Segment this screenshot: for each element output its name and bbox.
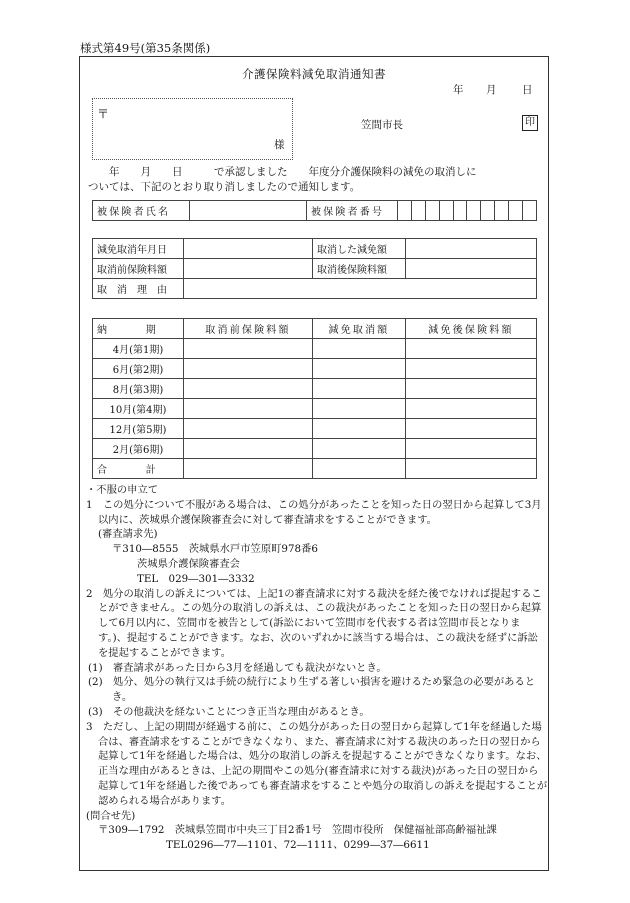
contact-address: 〒309―1792 茨城県笠間市中央三丁目2番1号 笠間市役所 保健福祉部高齢福祉課 — [98, 824, 497, 837]
header-premium-after: 減免後保険料額 — [406, 319, 537, 339]
header-premium-before: 取消前保険料額 — [184, 319, 313, 339]
table-cell — [313, 419, 406, 439]
insured-number-label: 被保険者番号 — [306, 201, 397, 221]
table-cell — [184, 339, 313, 359]
table-row — [93, 339, 537, 359]
table-cell — [313, 359, 406, 379]
cancel-date-label: 減免取消年月日 — [93, 239, 184, 259]
appeal-item-2: (2) 処分、処分の執行又は手続の続行により生ずる著しい損害を避けるため緊急の必要があるとき。 — [88, 676, 536, 704]
contact-tel: TEL0296―77―1101、72―1111、0299―37―6611 — [166, 839, 430, 852]
insured-number-digit — [397, 201, 411, 221]
cancel-reason-value — [184, 279, 537, 299]
table-row — [93, 379, 537, 399]
insured-number-digit — [439, 201, 453, 221]
installment-table — [92, 318, 537, 479]
issuer-name: 笠間市長 — [361, 119, 403, 131]
cancelled-reduction-value — [406, 239, 537, 259]
premium-before-label: 取消前保険料額 — [93, 259, 184, 279]
issue-date-day: 日 — [522, 84, 533, 96]
table-cell — [406, 339, 537, 359]
contact-label: (問合せ先) — [86, 809, 136, 822]
table-cell — [184, 379, 313, 399]
insured-number-digit — [411, 201, 425, 221]
table-header-row — [93, 319, 537, 339]
table-cell — [313, 339, 406, 359]
appeal-destination-tel: TEL 029―301―3332 — [137, 572, 255, 585]
premium-after-label: 取消後保険料額 — [313, 259, 406, 279]
period-label: 6月(第2期) — [93, 359, 184, 379]
table-cell — [406, 379, 537, 399]
insured-name-field — [190, 201, 307, 221]
period-label: 12月(第5期) — [93, 419, 184, 439]
table-cell — [184, 419, 313, 439]
table-cell — [313, 379, 406, 399]
issue-date-month: 月 — [486, 84, 497, 96]
cancelled-reduction-label: 取消した減免額 — [313, 239, 406, 259]
cancel-date-value — [184, 239, 313, 259]
cancel-reason-label: 取 消 理 由 — [93, 279, 184, 299]
table-cell — [313, 399, 406, 419]
table-row — [93, 439, 537, 459]
appeal-heading: ・不服の申立て — [86, 484, 159, 496]
appeal-item-1: (1) 審査請求があった日から3月を経過しても裁決がないとき。 — [88, 661, 387, 674]
period-label: 2月(第6期) — [93, 439, 184, 459]
insured-number-digit — [453, 201, 467, 221]
period-label: 4月(第1期) — [93, 339, 184, 359]
table-cell — [184, 439, 313, 459]
cancellation-table — [92, 238, 537, 299]
notice-body — [88, 165, 544, 195]
appeal-item-3: (3) その他裁決を経ないことにつき正当な理由があるとき。 — [88, 705, 370, 718]
notice-line-2: ついては、下記のとおり取り消しましたので通知します。 — [88, 181, 361, 193]
table-total-row — [93, 459, 537, 479]
insured-number-digit — [467, 201, 481, 221]
insured-number-digit — [425, 201, 439, 221]
period-label: 8月(第3期) — [93, 379, 184, 399]
postal-mark: 〒 — [97, 107, 110, 121]
table-cell — [406, 419, 537, 439]
appeal-destination-label: (審査請求先) — [98, 528, 158, 541]
header-reduction-cancel: 減免取消額 — [313, 319, 406, 339]
table-cell — [184, 399, 313, 419]
table-row — [93, 259, 537, 279]
appeal-paragraph-2: 2 処分の取消しの訴えについては、上記1の審査請求に対する裁決を経た後でなければ提起することができません。この処分の取消しの訴えは、この裁決があったことを知った日の翌日から起算して6月以内に、笠間市を被告として(訴訟において笠間市を代表する者は笠間市長となります。)、提起することができます。なお、次のいずれかに該当する場合は、この裁決を経ずに訴訟を提起することができます。 — [86, 587, 542, 659]
header-period: 納 期 — [93, 319, 184, 339]
insured-number-digit — [481, 201, 495, 221]
insured-number-digit — [523, 201, 537, 221]
total-label: 合 計 — [93, 459, 184, 479]
insured-table — [92, 200, 537, 221]
recipient-address-box — [92, 98, 293, 160]
seal-mark: 印 — [522, 115, 538, 131]
appeal-section — [86, 483, 548, 853]
table-row — [93, 359, 537, 379]
premium-before-value — [184, 259, 313, 279]
period-label: 10月(第4期) — [93, 399, 184, 419]
table-row — [93, 279, 537, 299]
appeal-destination-name: 茨城県介護保険審査会 — [137, 557, 240, 570]
document-title: 介護保険料減免取消通知書 — [242, 67, 386, 81]
appeal-paragraph-1: 1 この処分について不服がある場合は、この処分があったことを知った日の翌日から起算して3月以内に、茨城県介護保険審査会に対して審査請求をすることができます。 — [86, 498, 542, 526]
premium-after-value — [406, 259, 537, 279]
appeal-paragraph-3: 3 ただし、上記の期間が経過する前に、この処分があった日の翌日から起算して1年を経過した場合は、審査請求をすることができなくなり、また、審査請求に対する裁決のあった日の翌日から起算して1年を経過した場合は、処分の取消しの訴えを提起することができなくなります。なお、正当な理由があるときは、上記の期間やこの処分(審査請求に対する裁決)があった日の翌日から起算して1年を経過した後であっても審査請求をすることや処分の取消しの訴えを提起することが認められる場合があります。 — [86, 720, 548, 807]
table-row — [93, 399, 537, 419]
insured-name-label: 被保険者氏名 — [93, 201, 190, 221]
table-cell — [184, 359, 313, 379]
honorific-sama: 様 — [274, 139, 285, 151]
table-cell — [313, 459, 406, 479]
notice-line-1: 年 月 日 で承認しました 年度分介護保険料の減免の取消しに — [88, 166, 477, 178]
table-cell — [313, 439, 406, 459]
table-cell — [406, 399, 537, 419]
table-cell — [406, 359, 537, 379]
table-row — [93, 419, 537, 439]
insured-number-digit — [509, 201, 523, 221]
table-cell — [406, 459, 537, 479]
table-row — [93, 239, 537, 259]
appeal-destination-address: 〒310―8555 茨城県水戸市笠原町978番6 — [112, 543, 318, 556]
form-number-label: 様式第49号(第35条関係) — [80, 41, 211, 55]
issue-date-year: 年 — [453, 84, 464, 96]
table-cell — [184, 459, 313, 479]
insured-number-digit — [495, 201, 509, 221]
table-cell — [406, 439, 537, 459]
